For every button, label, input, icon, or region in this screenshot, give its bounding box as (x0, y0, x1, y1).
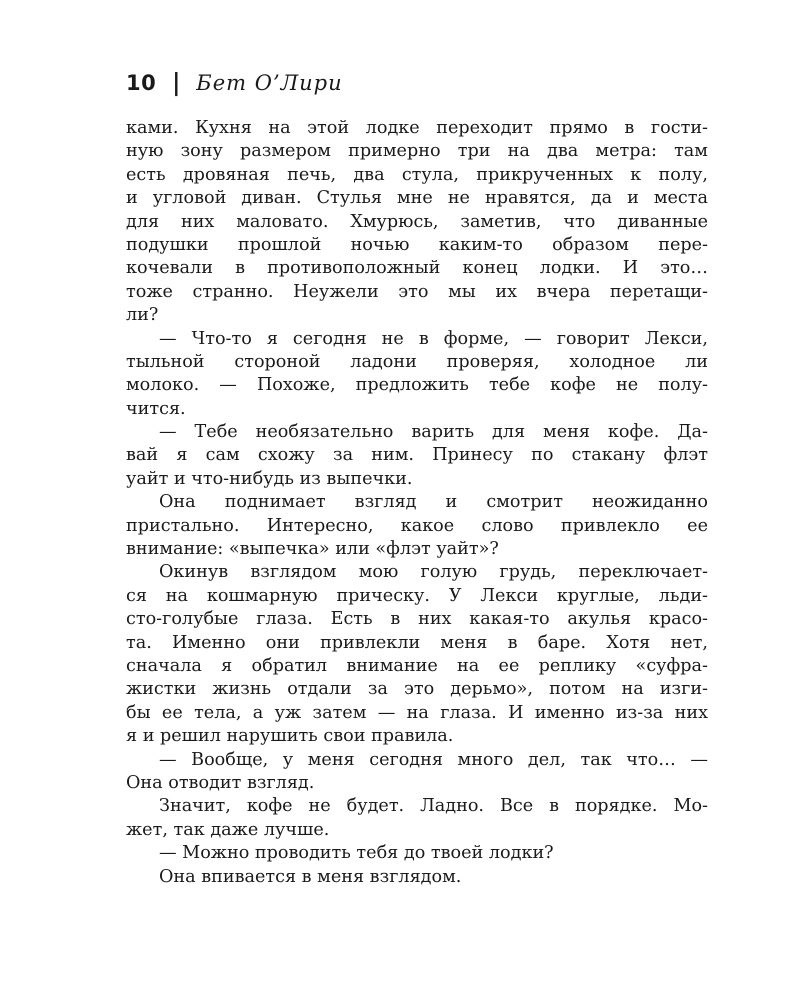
text-line: та. Именно они привлекли меня в баре. Хотя нет, (126, 632, 708, 653)
text-line: сначала я обратил внимание на ее реплику «суфра- (126, 655, 708, 676)
page-number: 10 (126, 71, 157, 95)
text-line: сто-голубые глаза. Есть в них какая-то акулья красо- (126, 609, 708, 630)
text-line: Окинув взглядом мою голую грудь, переключает- (159, 562, 708, 583)
text-line: чится. (126, 398, 186, 419)
text-line: тоже странно. Неужели это мы их вчера перетащи- (126, 281, 708, 302)
running-author: Бет О’Лири (196, 71, 343, 95)
text-line: кочевали в противоположный конец лодки. И это… (126, 258, 708, 279)
text-line: подушки прошлой ночью каким-то образом пере- (126, 234, 708, 255)
text-line: Значит, кофе не будет. Ладно. Все в порядке. Мо- (159, 796, 708, 817)
header-divider: | (172, 69, 181, 97)
text-line: для них маловато. Хмурюсь, заметив, что диванные (126, 211, 708, 232)
text-line: — Тебе необязательно варить для меня кофе. Да- (159, 422, 708, 443)
text-line: молоко. — Похоже, предложить тебе кофе не полу- (126, 375, 708, 396)
text-line: жет, так даже лучше. (126, 819, 330, 840)
text-line: Она отводит взгляд. (126, 772, 315, 793)
text-line: жистки жизнь отдали за это дерьмо», потом на изги- (126, 679, 708, 700)
text-line: и угловой диван. Стулья мне не нравятся, да и места (126, 188, 708, 209)
page-body-text (126, 117, 708, 889)
text-line: ками. Кухня на этой лодке переходит прямо в гости- (126, 118, 708, 138)
text-line: вай я сам схожу за ним. Принесу по стакану флэт (126, 445, 708, 466)
text-line: ли? (126, 305, 159, 326)
text-line: тыльной стороной ладони проверяя, холодное ли (126, 351, 708, 372)
text-line: Она впивается в меня взглядом. (159, 866, 462, 887)
text-line: пристально. Интересно, какое слово привлекло ее (126, 515, 708, 536)
text-line: — Можно проводить тебя до твоей лодки? (159, 843, 554, 864)
text-line: есть дровяная печь, два стула, прикрученных к полу, (126, 164, 708, 185)
text-line: Она поднимает взгляд и смотрит неожиданно (159, 492, 708, 513)
text-line: я и решил нарушить свои правила. (126, 726, 454, 747)
text-line: внимание: «выпечка» или «флэт уайт»? (126, 539, 499, 560)
text-line: бы ее тела, а уж затем — на глаза. И именно из-за них (126, 702, 708, 723)
text-line: ную зону размером примерно три на два метра: там (126, 141, 708, 162)
text-line: уайт и что-нибудь из выпечки. (126, 468, 413, 489)
text-line: — Вообще, у меня сегодня много дел, так что… — (159, 749, 708, 770)
text-line: — Что-то я сегодня не в форме, — говорит Лекси, (159, 328, 708, 349)
text-line: ся на кошмарную прическу. У Лекси круглые, льди- (126, 585, 708, 606)
running-header (126, 66, 343, 100)
